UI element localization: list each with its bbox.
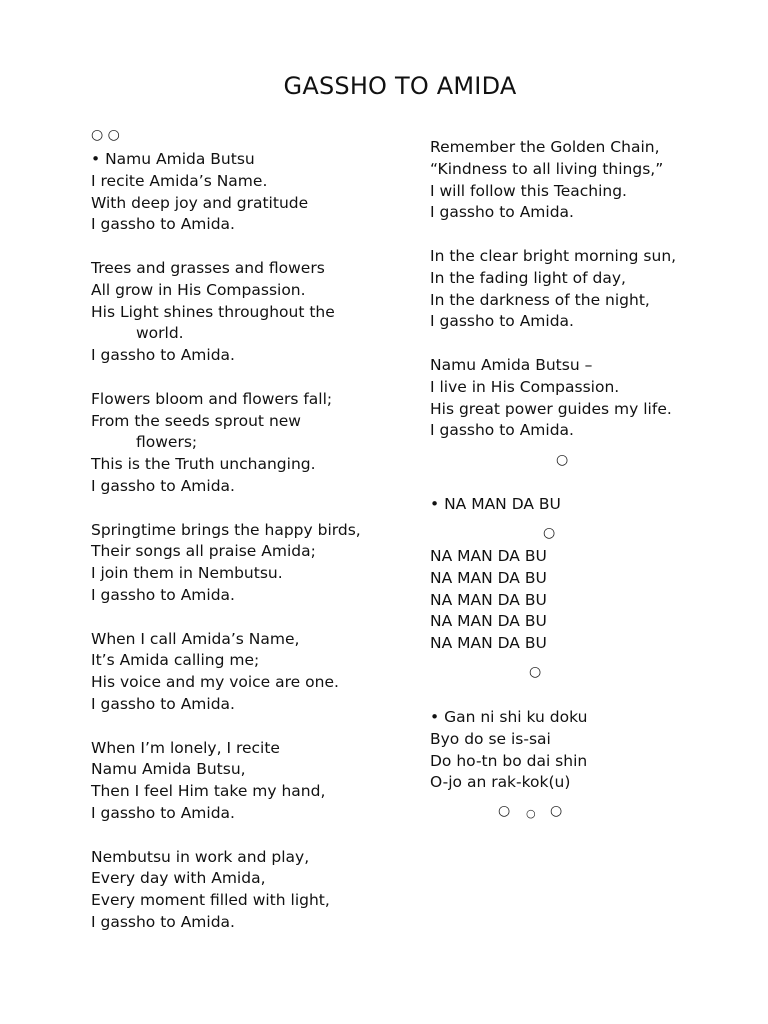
chant-block: [430, 546, 730, 655]
verse-line: Namu Amida Butsu –: [430, 355, 593, 374]
verse-line: I gassho to Amida.: [430, 203, 574, 222]
circle-mark-end-left: ○: [498, 803, 511, 819]
circle-mark-end-small: ○: [526, 807, 536, 820]
circle-mark-end-right: ○: [550, 803, 563, 819]
verse-line: Their songs all praise Amida;: [91, 542, 316, 561]
verse-8: [430, 137, 730, 224]
chant-heading-block: [430, 494, 730, 516]
verse-5: [91, 629, 391, 716]
verse-3: [91, 389, 391, 498]
gatha-line: O-jo an rak-kok(u): [430, 773, 571, 792]
verse-line: In the clear bright morning sun,: [430, 246, 677, 265]
verse-line: I live in His Compassion.: [430, 377, 620, 396]
verse-line: When I call Amida’s Name,: [91, 629, 300, 648]
verse-line-continued: world.: [136, 324, 184, 343]
verse-line: With deep joy and gratitude: [91, 193, 309, 212]
left-column: [91, 149, 391, 934]
circle-mark-mid-chant: ○: [543, 525, 556, 541]
verse-line: Remember the Golden Chain,: [430, 138, 660, 156]
chant-line: NA MAN DA BU: [430, 547, 547, 565]
verse-line: I join them in Nembutsu.: [91, 564, 283, 583]
verse-line: “Kindness to all living things,”: [430, 159, 664, 178]
verse-7: [91, 847, 391, 934]
verse-line: Namu Amida Butsu,: [91, 760, 246, 779]
verse-line: I gassho to Amida.: [91, 215, 235, 234]
verse-line: It’s Amida calling me;: [91, 651, 260, 670]
right-column: [430, 137, 730, 442]
verse-line: His voice and my voice are one.: [91, 673, 339, 692]
gatha-block: [430, 707, 730, 794]
verse-line: Nembutsu in work and play,: [91, 847, 310, 866]
chant-line: NA MAN DA BU: [430, 568, 547, 587]
verse-line-continued: flowers;: [136, 433, 198, 452]
verse-line: In the fading light of day,: [430, 268, 626, 287]
gatha-line: • Gan ni shi ku doku: [430, 708, 588, 726]
verse-1: [91, 149, 391, 236]
verse-line: I gassho to Amida.: [430, 421, 574, 440]
circle-mark-after-verse: ○: [556, 452, 569, 468]
verse-line: Trees and grasses and flowers: [91, 258, 325, 277]
verse-line: I gassho to Amida.: [430, 312, 574, 331]
verse-line: This is the Truth unchanging.: [91, 455, 316, 474]
verse-line: Then I feel Him take my hand,: [91, 782, 326, 801]
chant-line: NA MAN DA BU: [430, 634, 547, 653]
verse-line: His great power guides my life.: [430, 399, 672, 418]
verse-6: [91, 738, 391, 825]
verse-line: • Namu Amida Butsu: [91, 150, 255, 168]
verse-line: I gassho to Amida.: [91, 476, 235, 495]
verse-line: I gassho to Amida.: [91, 346, 235, 365]
verse-line: Every day with Amida,: [91, 869, 266, 888]
circle-mark-after-chant: ○: [529, 664, 542, 680]
verse-line: I gassho to Amida.: [91, 694, 235, 713]
verse-10: [430, 355, 730, 442]
verse-line: Flowers bloom and flowers fall;: [91, 389, 333, 408]
circle-marks-top: ○ ○: [91, 127, 120, 143]
verse-line: I recite Amida’s Name.: [91, 171, 268, 190]
verse-line: In the darkness of the night,: [430, 290, 650, 309]
chant-line: NA MAN DA BU: [430, 612, 547, 631]
gatha-line: Byo do se is-sai: [430, 729, 551, 748]
verse-line: All grow in His Compassion.: [91, 280, 306, 299]
verse-4: [91, 520, 391, 607]
chant-heading: • NA MAN DA BU: [430, 495, 561, 513]
page-title: GASSHO TO AMIDA: [283, 72, 517, 100]
verse-line: Springtime brings the happy birds,: [91, 520, 361, 539]
verse-line: I gassho to Amida.: [91, 803, 235, 822]
verse-line: From the seeds sprout new: [91, 411, 301, 430]
gatha-line: Do ho-tn bo dai shin: [430, 751, 588, 770]
verse-line: When I’m lonely, I recite: [91, 738, 280, 757]
verse-line: Every moment filled with light,: [91, 891, 330, 910]
verse-2: [91, 258, 391, 367]
verse-9: [430, 246, 730, 333]
verse-line: His Light shines throughout the: [91, 302, 335, 321]
verse-line: I gassho to Amida.: [91, 912, 235, 931]
verse-line: I gassho to Amida.: [91, 585, 235, 604]
verse-line: I will follow this Teaching.: [430, 181, 627, 200]
chant-line: NA MAN DA BU: [430, 590, 547, 609]
